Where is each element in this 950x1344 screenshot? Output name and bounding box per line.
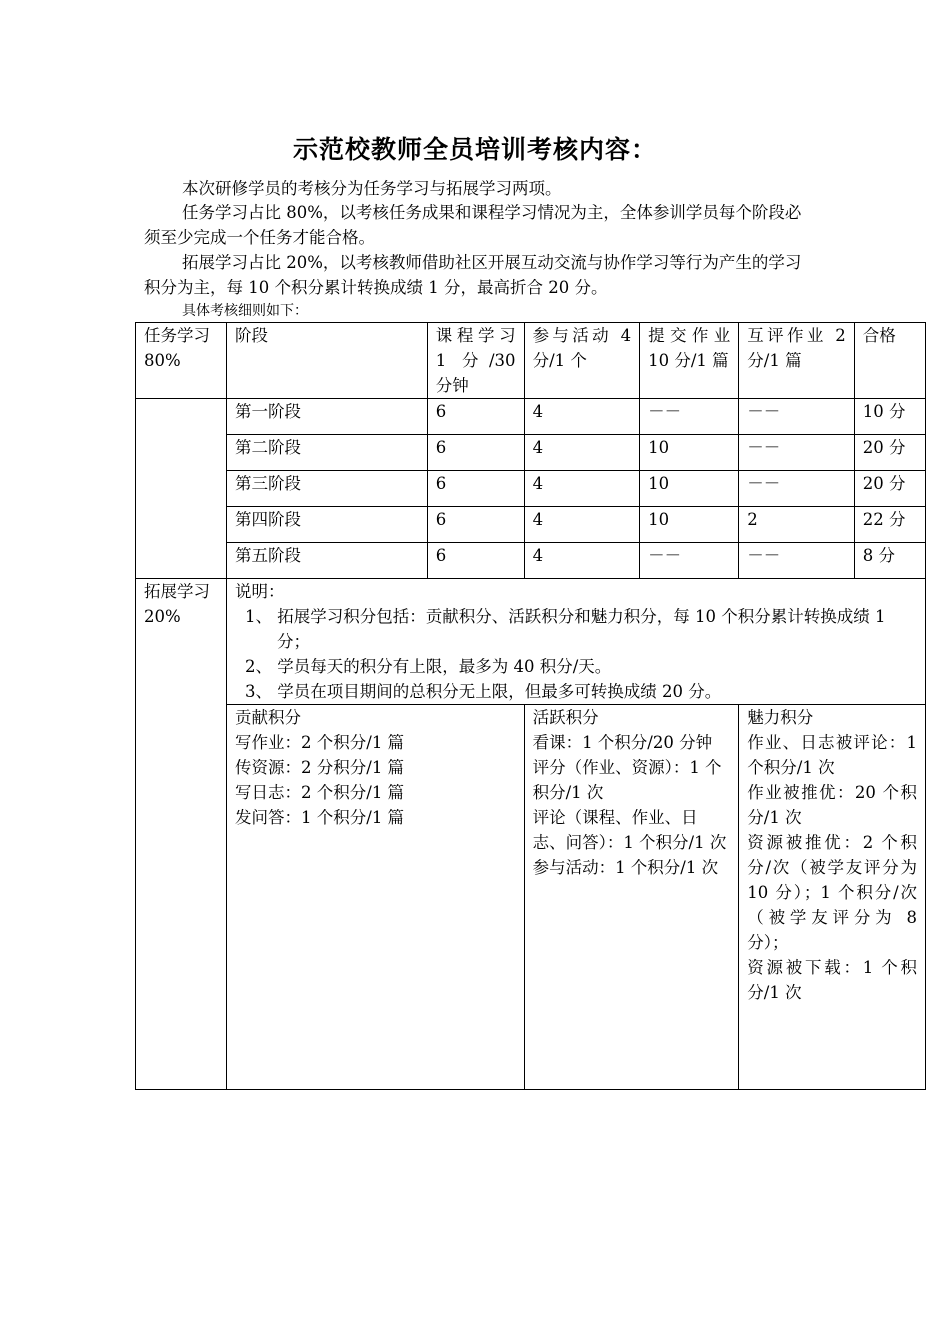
activity-cell: 4 — [524, 543, 640, 579]
contribution-title: 贡献积分 — [235, 708, 302, 727]
header-stage: 阶段 — [227, 323, 428, 399]
submit-cell: －－ — [640, 543, 739, 579]
pass-cell: 10 分 — [854, 399, 925, 435]
assessment-table — [135, 322, 926, 1090]
pass-cell: 22 分 — [854, 507, 925, 543]
note-item: 3、 学员在项目期间的总积分无上限，但最多可转换成绩 20 分。 — [245, 682, 722, 701]
intro-paragraph: 本次研修学员的考核分为任务学习与拓展学习两项。 — [182, 179, 562, 198]
document-title: 示范校教师全员培训考核内容： — [292, 135, 657, 164]
activity-item: 评论（课程、作业、日志、问答）：1 个积分/1 次 — [532, 808, 727, 852]
course-cell: 6 — [427, 543, 524, 579]
expand-notes-row — [136, 579, 926, 705]
peer-review-cell: 2 — [739, 507, 855, 543]
stage-cell: 第五阶段 — [227, 543, 428, 579]
header-pass: 合格 — [854, 323, 925, 399]
activity-item: 评分（作业、资源）：1 个积分/1 次 — [532, 758, 722, 802]
header-submit: 提交作业 10 分/1 篇 — [640, 323, 739, 399]
expand-notes-cell — [227, 579, 926, 705]
course-cell: 6 — [427, 507, 524, 543]
activity-cell: 4 — [524, 507, 640, 543]
task-weight-paragraph: 任务学习占比 80%，以考核任务成果和课程学习情况为主，全体参训学员每个阶段必须至少完成一个任务才能合格。 — [144, 203, 802, 247]
notes-list — [235, 604, 917, 704]
table-header-row — [136, 323, 926, 399]
expand-learning-label: 拓展学习 20% — [136, 579, 227, 1090]
course-cell: 6 — [427, 435, 524, 471]
activity-item: 参与活动：1 个积分/1 次 — [532, 858, 719, 877]
submit-cell: －－ — [640, 399, 739, 435]
table-row — [136, 399, 926, 435]
stage-cell: 第四阶段 — [227, 507, 428, 543]
pass-cell: 20 分 — [854, 435, 925, 471]
table-row — [136, 507, 926, 543]
task-learning-label: 任务学习 80% — [136, 323, 227, 399]
notes-title: 说明： — [235, 582, 285, 601]
course-cell: 6 — [427, 399, 524, 435]
table-row — [136, 435, 926, 471]
submit-cell: 10 — [640, 507, 739, 543]
activity-cell: 4 — [524, 471, 640, 507]
header-course: 课程学习 1 分/30 分钟 — [427, 323, 524, 399]
charm-item: 作业被推优：20 个积分/1 次 — [747, 783, 917, 827]
submit-cell: 10 — [640, 435, 739, 471]
header-peer-review: 互评作业 2 分/1 篇 — [739, 323, 855, 399]
task-learning-blank — [136, 399, 227, 579]
peer-review-cell: －－ — [739, 543, 855, 579]
note-item: 2、 学员每天的积分有上限，最多为 40 积分/天。 — [245, 657, 612, 676]
activity-points-cell — [524, 705, 739, 1090]
charm-points-cell — [739, 705, 926, 1090]
activity-cell: 4 — [524, 435, 640, 471]
pass-cell: 20 分 — [854, 471, 925, 507]
expand-weight-paragraph: 拓展学习占比 20%，以考核教师借助社区开展互动交流与协作学习等行为产生的学习积分为主，每 10 个积分累计转换成绩 1 分，最高折合 20 分。 — [144, 253, 802, 297]
contribution-item: 写作业：2 个积分/1 篇 — [235, 733, 405, 752]
charm-item: 资源被下载：1 个积分/1 次 — [747, 958, 917, 1002]
peer-review-cell: －－ — [739, 471, 855, 507]
contribution-item: 写日志：2 个积分/1 篇 — [235, 783, 405, 802]
stage-cell: 第三阶段 — [227, 471, 428, 507]
details-caption: 具体考核细则如下： — [182, 303, 308, 319]
charm-item: 资源被推优：2 个积分/次（被学友评分为 10 分）；1 个积分/次（被学友评分为 8 分）； — [747, 833, 917, 952]
course-cell: 6 — [427, 471, 524, 507]
table-row — [136, 471, 926, 507]
charm-title: 魅力积分 — [747, 708, 814, 727]
note-item: 1、 拓展学习积分包括：贡献积分、活跃积分和魅力积分，每 10 个积分累计转换成绩 1 分； — [245, 607, 886, 651]
contribution-item: 发问答：1 个积分/1 篇 — [235, 808, 405, 827]
activity-cell: 4 — [524, 399, 640, 435]
table-row — [136, 543, 926, 579]
submit-cell: 10 — [640, 471, 739, 507]
contribution-item: 传资源：2 分积分/1 篇 — [235, 758, 405, 777]
peer-review-cell: －－ — [739, 435, 855, 471]
activity-item: 看课：1 个积分/20 分钟 — [532, 733, 713, 752]
contribution-points-cell — [227, 705, 525, 1090]
pass-cell: 8 分 — [854, 543, 925, 579]
activity-title: 活跃积分 — [532, 708, 599, 727]
header-activity: 参与活动 4 分/1 个 — [524, 323, 640, 399]
points-row — [136, 705, 926, 1090]
stage-cell: 第一阶段 — [227, 399, 428, 435]
peer-review-cell: －－ — [739, 399, 855, 435]
charm-item: 作业、日志被评论：1 个积分/1 次 — [747, 733, 917, 777]
stage-cell: 第二阶段 — [227, 435, 428, 471]
